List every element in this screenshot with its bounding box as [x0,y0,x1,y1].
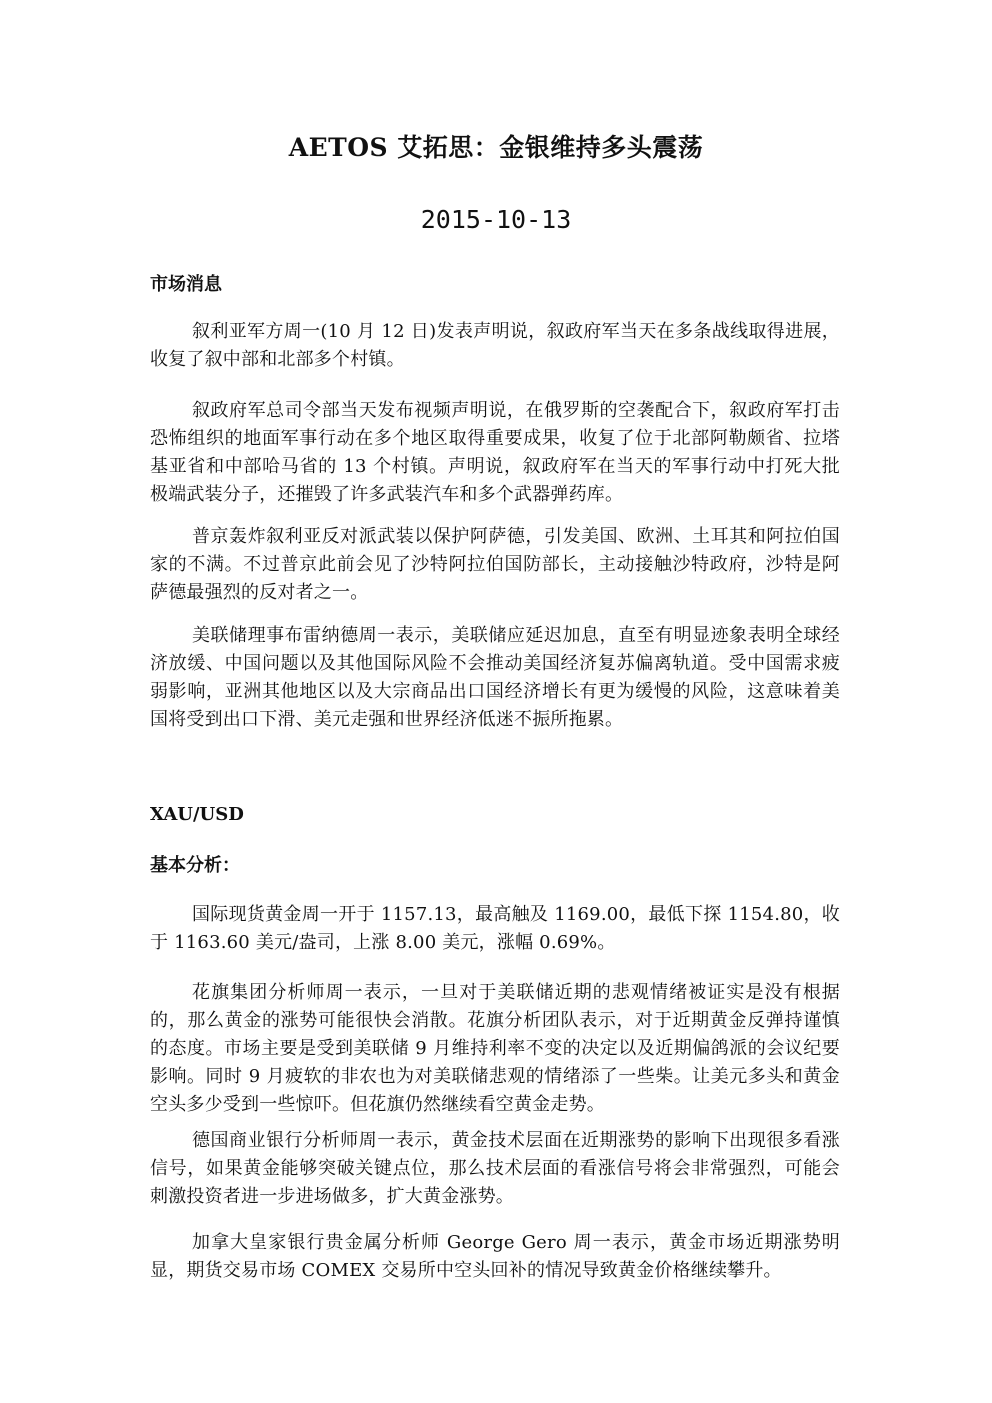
paragraph: 德国商业银行分析师周一表示，黄金技术层面在近期涨势的影响下出现很多看涨信号，如果黄金能够突破关键点位，那么技术层面的看涨信号将会非常强烈，可能会刺激投资者进一步进场做多，扩大黄金涨势。 [150,1130,840,1207]
paragraph: 花旗集团分析师周一表示，一旦对于美联储近期的悲观情绪被证实是没有根据的，那么黄金的涨势可能很快会消散。花旗分析团队表示，对于近期黄金反弹持谨慎的态度。市场主要是受到美联储 9 月维持利率不变的决定以及近期偏鸽派的会议纪要影响。同时 9 月疲软的非农也为对美联储悲观的情绪添了一些柴。让美元多头和黄金空头多少受到一些惊吓。但花旗仍然继续看空黄金走势。 [150,982,840,1115]
paragraph: 美联储理事布雷纳德周一表示，美联储应延迟加息，直至有明显迹象表明全球经济放缓、中国问题以及其他国际风险不会推动美国经济复苏偏离轨道。受中国需求疲弱影响，亚洲其他地区以及大宗商品出口国经济增长有更为缓慢的风险，这意味着美国将受到出口下滑、美元走强和世界经济低迷不振所拖累。 [150,625,840,730]
document-title: AETOS 艾拓思：金银维持多头震荡 [288,133,704,162]
paragraph: 国际现货黄金周一开于 1157.13，最高触及 1169.00，最低下探 1154.80，收于 1163.60 美元/盎司，上涨 8.00 美元，涨幅 0.69%。 [150,904,840,953]
paragraph: 加拿大皇家银行贵金属分析师 George Gero 周一表示，黄金市场近期涨势明显，期货交易市场 COMEX 交易所中空头回补的情况导致黄金价格继续攀升。 [150,1232,840,1281]
document-date: 2015-10-13 [420,205,572,234]
section-heading-fundamental-analysis: 基本分析： [150,855,240,876]
paragraph: 普京轰炸叙利亚反对派武装以保护阿萨德，引发美国、欧洲、土耳其和阿拉伯国家的不满。不过普京此前会见了沙特阿拉伯国防部长，主动接触沙特政府，沙特是阿萨德最强烈的反对者之一。 [150,526,840,603]
section-heading-market-news: 市场消息 [150,274,222,295]
section-heading-xau-usd: XAU/USD [150,804,244,825]
paragraph: 叙政府军总司令部当天发布视频声明说，在俄罗斯的空袭配合下，叙政府军打击恐怖组织的地面军事行动在多个地区取得重要成果，收复了位于北部阿勒颇省、拉塔基亚省和中部哈马省的 13 个村镇。声明说，叙政府军在当天的军事行动中打死大批极端武装分子，还摧毁了许多武装汽车和多个武器弹药库。 [150,400,840,505]
paragraph: 叙利亚军方周一(10 月 12 日)发表声明说，叙政府军当天在多条战线取得进展，收复了叙中部和北部多个村镇。 [150,321,840,370]
